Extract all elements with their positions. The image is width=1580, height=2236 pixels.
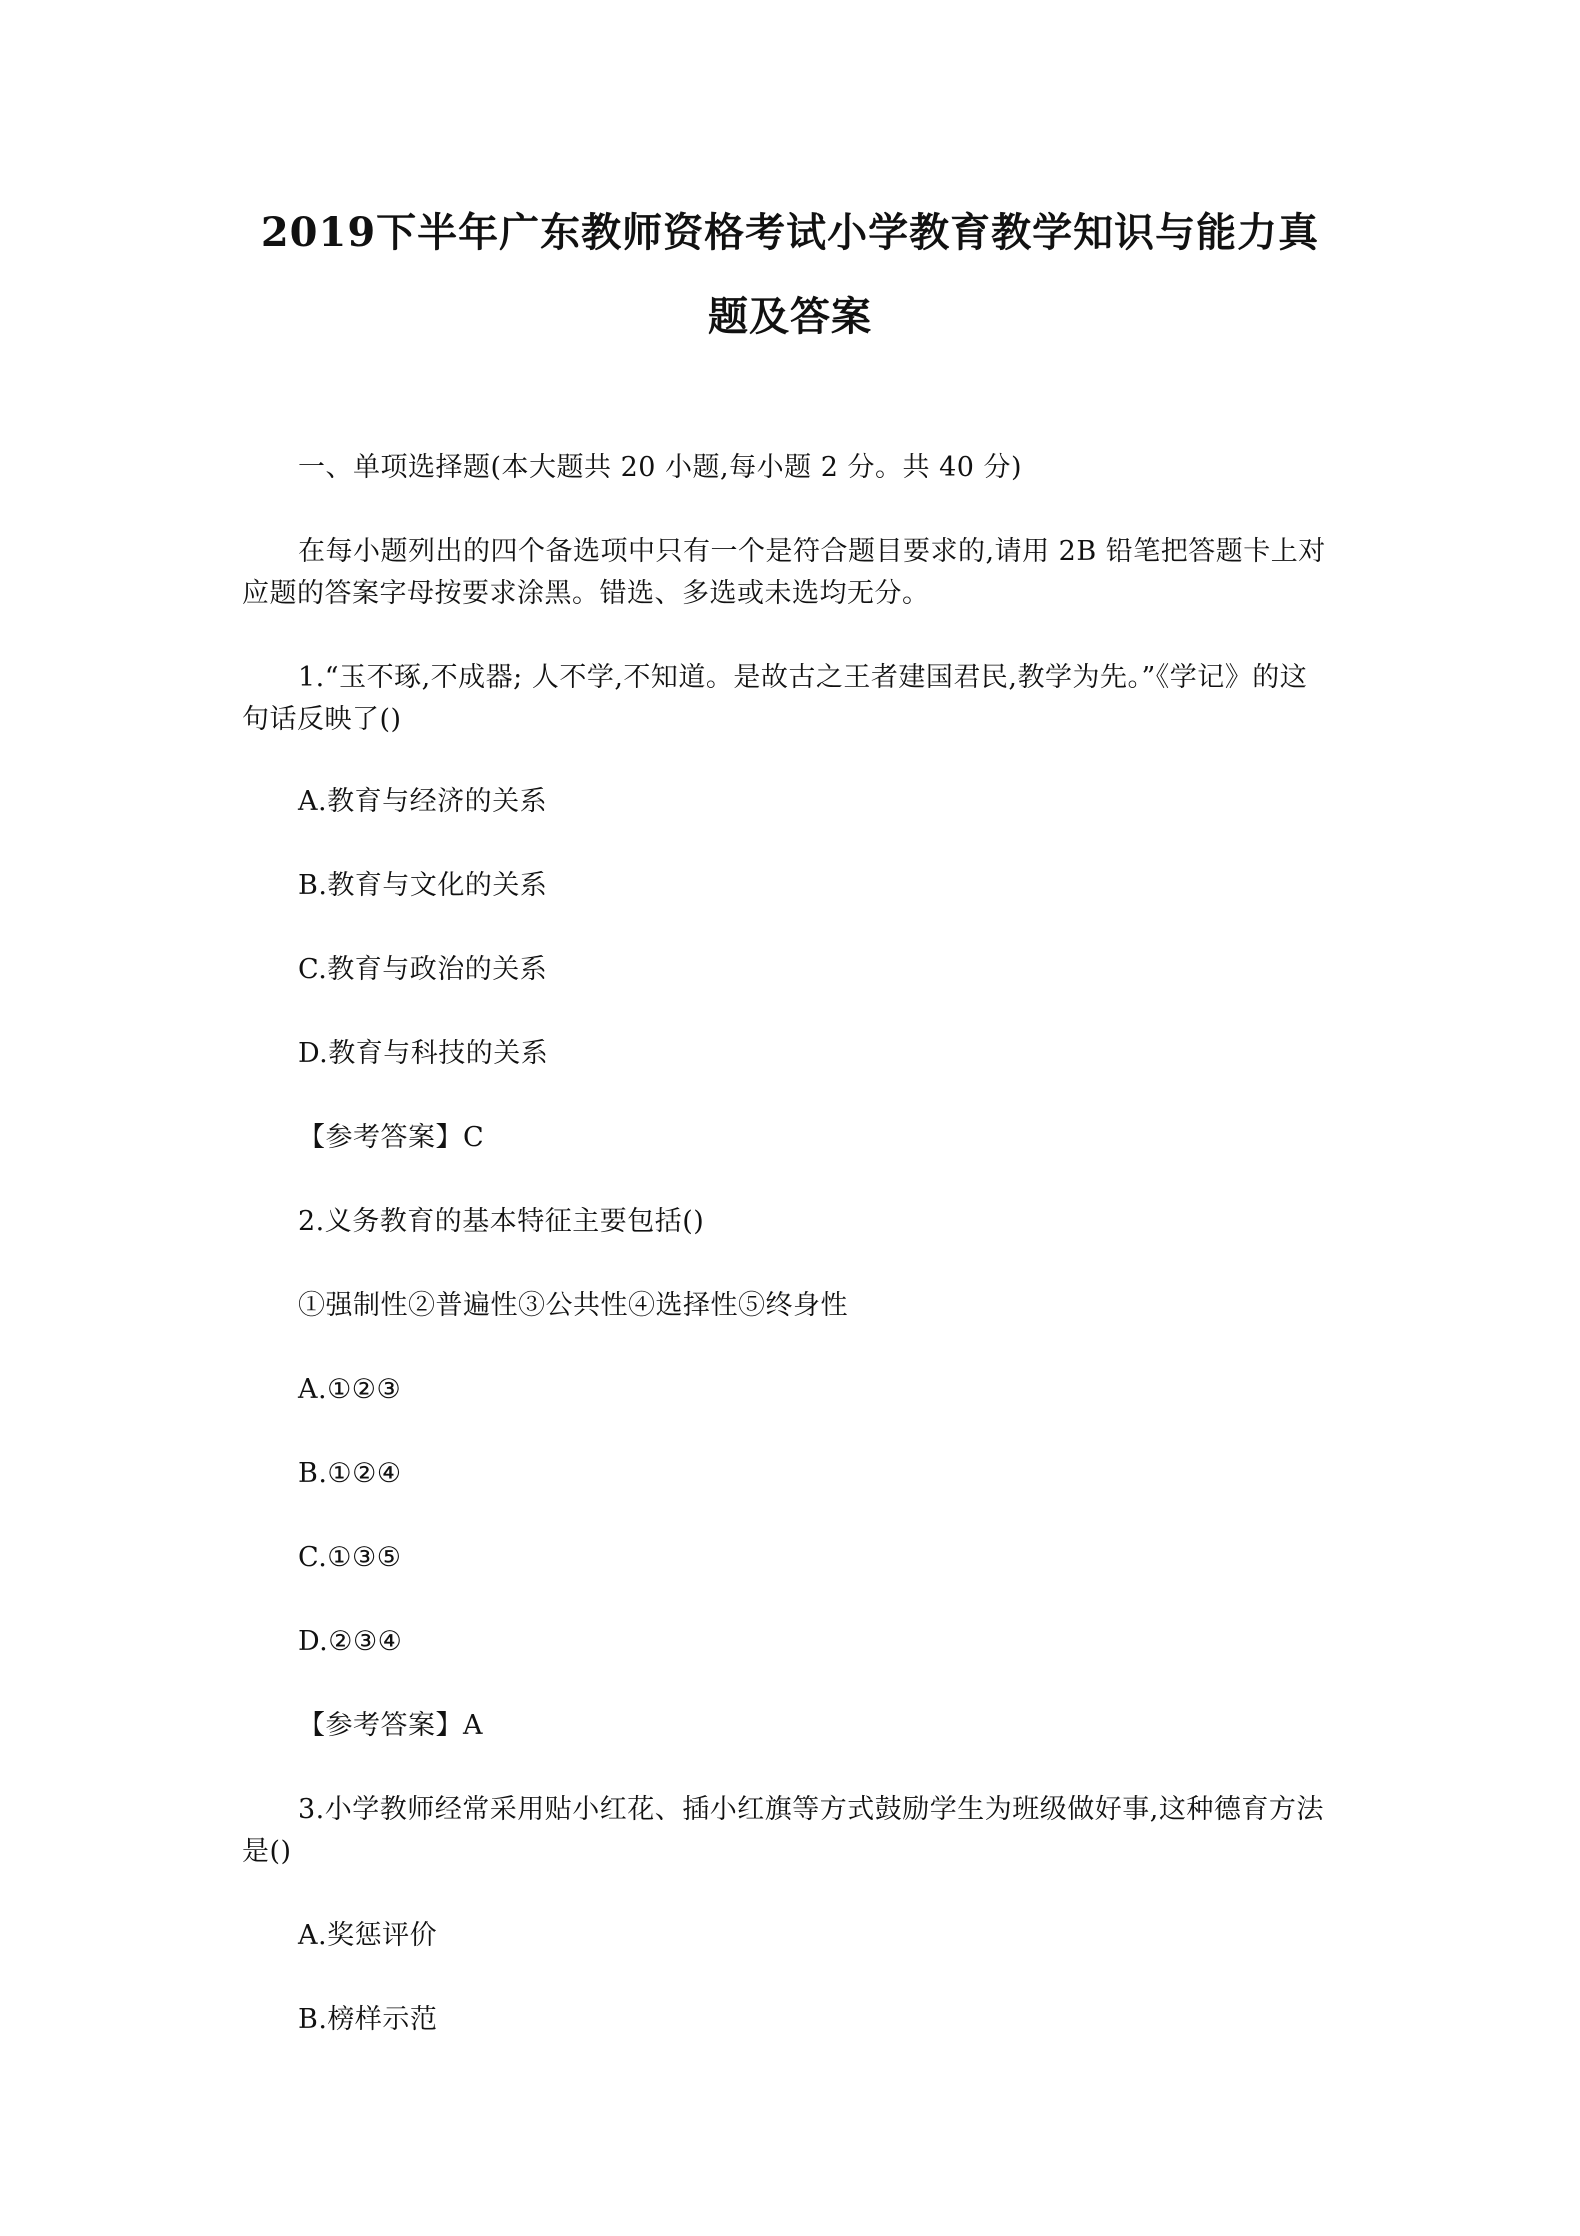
question-1-option-a: A.教育与经济的关系 [298, 786, 548, 817]
question-3-option-a: A.奖惩评价 [298, 1920, 438, 1951]
section-heading: 一、单项选择题(本大题共 20 小题,每小题 2 分。共 40 分) [298, 452, 1023, 483]
question-2-stem: 2.义务教育的基本特征主要包括() [298, 1206, 705, 1237]
instructions-line-1: 在每小题列出的四个备选项中只有一个是符合题目要求的,请用 2B 铅笔把答题卡上对 [298, 536, 1326, 567]
question-1-stem-line-2: 句话反映了() [242, 704, 402, 735]
question-2-sub-items: ①强制性②普遍性③公共性④选择性⑤终身性 [298, 1290, 848, 1321]
document-title-line-1: 2019下半年广东教师资格考试小学教育教学知识与能力真 [260, 209, 1320, 256]
question-1-answer: 【参考答案】C [298, 1122, 485, 1153]
question-3-stem-line-1: 3.小学教师经常采用贴小红花、插小红旗等方式鼓励学生为班级做好事,这种德育方法 [298, 1794, 1324, 1825]
question-1-option-c: C.教育与政治的关系 [298, 954, 548, 985]
question-1-option-d: D.教育与科技的关系 [298, 1038, 549, 1069]
instructions-line-2: 应题的答案字母按要求涂黑。错选、多选或未选均无分。 [242, 578, 930, 609]
question-2-option-c: C.①③⑤ [298, 1542, 402, 1573]
question-2-answer: 【参考答案】A [298, 1710, 483, 1741]
document-title-line-2: 题及答案 [708, 293, 872, 340]
question-2-option-b: B.①②④ [298, 1458, 402, 1489]
question-2-option-d: D.②③④ [298, 1626, 403, 1657]
question-1-option-b: B.教育与文化的关系 [298, 870, 548, 901]
question-3-option-b: B.榜样示范 [298, 2004, 438, 2035]
question-1-stem-line-1: 1.“玉不琢,不成器; 人不学,不知道。是故古之王者建国君民,教学为先。”《学记》的这 [298, 662, 1308, 693]
question-2-option-a: A.①②③ [298, 1374, 402, 1405]
question-3-stem-line-2: 是() [242, 1836, 292, 1867]
